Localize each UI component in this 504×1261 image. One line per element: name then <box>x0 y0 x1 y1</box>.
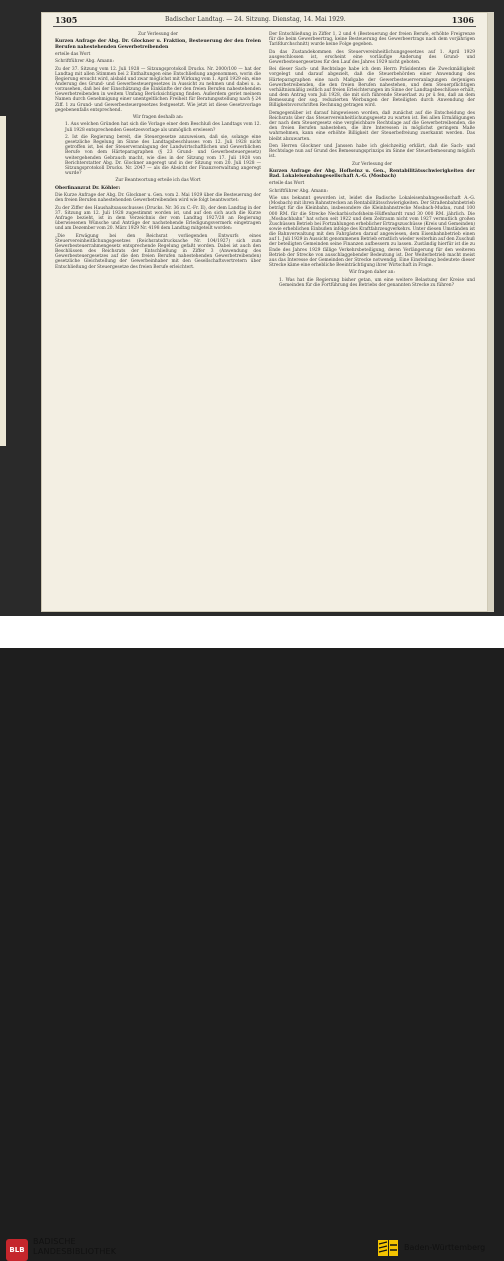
right-column <box>269 32 475 290</box>
right-column-paragraph: Der Entschließung in Ziffer 1, 2 und 4 (Besteuerung der freien Berufe, erhöhte Freigrenze für die beim Gewerbeertrag, keine Besteuerung des Gewerbeertrags nach dem vorjährigen Tarifdurchschnitt) wurde keine Folge gegeben. <box>269 32 475 48</box>
library-name[interactable] <box>33 1237 116 1257</box>
right-column-paragraph: Wie uns bekannt geworden ist, leidet die Badische Lokaleisenbahngesellschaft A.-G. (Mosbach) mit ihren Bahnstrecken an Rentabilitätsschwierigkeiten. Der Straßenbahnbetrieb beträgt für die Kleinbahn, insbesondere die Kleinbahnstrecke Mosbach-Mudau, rund 100 000 RM. für die Strecke Neckarbischofsheim-Hüffenhardt rund 30 000 RM. jährlich. Die „Mosbachbahn“ hat schon seit 1922 und dem Zeitraum nicht vom 1927 vermutlich großen Zuschüssen Betrieb bei Fortzahlungen erheblicher Ertragszuschüsse (Kreis und Gemeinden) sowie erheblichen Einbußen infolge des Kraftfahrzeugverkehrs. Unter diesen Umständen ist die Bahnverwaltung mit den Fahrgästen darauf angewiesen, dem Eisenbahnbetrieb einen auf 1. Juli 1929 in Aussicht genommenen Betrieb ernstlich wieder weiterhin auf den Zuschuß der beteiligten Gemeinden seine Finanzen aufbessern zu lassen. Zuständig hierfür ist die zu Ende des Jahres 1929 fällige Verkehrsbeteiligung, deren Verlängerung für den weiteren Betrieb der Strecke von ausschlaggebender Bedeutung ist. Der Weiterbetrieb macht meist aus das Interesse der Gemeinden der Strecke notwendig. Eine Einstellung bedeutete dieser Strecke käme eine erhebliche Beeinträchtigung ihrer Wirtschaft in Frage. <box>269 196 475 269</box>
right-column-paragraph: Da das Zustandekommen des Steuervereinheitlichungsgesetzes auf 1. April 1929 ausgeschlossen ist, erscheint eine vorläufige Änderung des Grund- und Gewerbesteuergesetzes für den Lauf des Jahres 1929 nicht geboten. <box>269 49 475 65</box>
state-name[interactable]: Baden-Württemberg <box>404 1243 486 1252</box>
library-name-line2: LANDESBIBLIOTHEK <box>33 1247 117 1256</box>
left-column-paragraph: Schriftführer Abg. Amann: <box>55 59 114 65</box>
left-column-paragraph: Zur Beantwortung erteile ich das Wort <box>115 178 201 184</box>
right-column-paragraph: Bei dieser Sach- und Rechtslage habe ich dem Herrn Präsidenten die Zweckmäßigkeit vorgelegt und darauf abgezielt, daß die Steuerbehörden einer Anwendung des Härteparagraphen eine nach Maßgabe der Gewerbesteuerveranlagungen derjenigen Gewerbetreibenden, die den freien Berufen nahestehen, und dem Steuerpflichtigen verhältnismäßig zeitlich auf freien Erleichterungen im Sinne der Landtagsbeschlüsse erhält, und dem Antrag vom Juli 1928, die mit sich führende Steuerlast zu pr ü fen, daß an dem Bemessung der sog. reduzierten Werbungen der Beteiligten durch Anwendung der Billigkeitsvorschriften Rechnung getragen wird. <box>269 67 475 109</box>
right-column-paragraph: Schriftführer Abg. Amann: <box>269 188 328 194</box>
right-column-paragraph: 1. Was hat die Regierung bisher getan, um eine weitere Belastung der Kreise und Gemeinden für die Fortführung des Betriebs der genannten Strecke zu führen? <box>279 277 475 288</box>
left-column-paragraph: Zu der Ziffer des Haushaltsausschusses (Drucks. Nr. 36 zu C.-Fr. II), der dem Landtag in der 37. Sitzung am 12. Juli 1928 zugestimmt worden ist, und auf den sich auch die Kurze Anfrage bezieht, ist in dem Verzeichnis der vom Landtag 1927/28 an Regierung überwiesenen Wünsche und Anträge der nachstehende Erledigungsvermerk eingetragen und am Dezember vom 20. März 1929 Nr. 4198 dem Landtag mitgeteilt worden: <box>55 205 261 232</box>
document-page <box>41 12 488 612</box>
right-column-paragraph: Wir fragen daher an: <box>349 270 395 276</box>
right-column-paragraph: Den Herren Glockner und Janssen habe ich gleichzeitig erklärt, daß die Sach- und Rechtslage nun auf Grund des Bemessungsprinzips im Sinne der Steuerbemessung möglich ist. <box>269 143 475 160</box>
left-column-paragraph: 2. Ist die Regierung bereit, die Steuergesetze anzuweisen, daß sie, solange eine gesetzliche Regelung im Sinne des Landtagsbeschlusses vom 12. Juli 1928 nicht getroffen ist, bei der Steuerveranlagung der Landwirtschaftlichen und Gewerblichen Berufe von dem Härteparagraphen (§ 23 Grund- und Gewerbesteuergesetz) weitergehenden Gebrauch macht, wie dies in der Sitzung vom 17. Juli 1928 von Berichterstatter Abg. Dr. Glockner angeregt und in der Sitzung vom 20. Juli 1928 — Sitzungsprotokoll Drucks. Nr. 2047 — als die Absicht der Finanzverwaltung angeregt wurde? <box>65 134 261 177</box>
page-edge <box>488 12 494 612</box>
left-column <box>55 32 261 272</box>
left-column-paragraph: Oberfinanzrat Dr. Köhler: <box>55 185 121 191</box>
scan-edge-strip <box>0 116 6 446</box>
right-column-paragraph: erteile das Wort <box>269 181 305 187</box>
left-column-paragraph: 1. Aus welchen Gründen hat sich die Vorlage einer dem Beschluß des Landtags vom 12. Juli 1928 entsprechenden Gesetzesvorlage als unmöglich erwiesen? <box>65 122 261 133</box>
blb-logo-icon[interactable]: BLB <box>6 1239 28 1261</box>
left-column-paragraph: Wir fragen deshalb an: <box>132 115 184 121</box>
left-column-paragraph: erteile das Wort <box>55 51 91 57</box>
baden-wuerttemberg-coat-of-arms-icon <box>376 1238 400 1258</box>
left-column-paragraph: Zu der 37. Sitzung vom 12. Juli 1928 — Sitzungsprotokoll Drucks. Nr. 2000/100 — hat der Landtag mit allen Stimmen bei 2 Enthaltungen eine Entschließung angenommen, worin die Regierung ersucht wird, alsbald und zwar möglichst mit Wirkung vom 1. April 1929 ein, eine Änderung des Grund- und Gewerbesteuergesetzes in Aussicht zu nehmen und dabei u. a. vorzusehen, daß bei der Einschätzung die Einkünfte der den freien Berufen nahestehenden Gewerbetreibenden in weitem Umfang Berücksichtigung finden. Außerdem geriet meinem Namen durch Genehmigung einer unentgeltlichen Freiheit für Beratungsstellung nach § 24 Ziff. 1 zu Grund- und Gewerbesteuergesetzes festgesetzt. Wie jetzt ist diese Gesetzvorlage gegebenenfalls entsprechend. <box>55 66 261 113</box>
document-viewer <box>0 0 504 616</box>
right-column-paragraph: Zur Verlesung der <box>351 161 393 167</box>
library-name-line1: BADISCHE <box>33 1237 76 1246</box>
page-number-right: 1306 <box>451 15 474 25</box>
left-column-paragraph: „Die Erwägung bei den Reichsrat vorliegenden Entwurfs eines Steuervereinheitlichungsgesetzes (Reichsratsdrucksache Nr. 104/1927) sich zum Gewerbesteuerrahmengesetz entsprechende Regelung gefaßt worden. Dabei ist auch den Beschlüssen des Reichsrats der Entschließung in Ziffer 3 (Anwendung des Gewerbesteuergesetzes auf die den freien Berufen nahestehenden Gewerbetreibenden) gesetzliche Gleichstellung der Gewerbeinhaber mit den Gesellschaftsvertretern über Entschließung der Steuergesetze des freien Berufe erleichtert. <box>55 233 261 270</box>
header-rule <box>53 26 476 27</box>
left-column-paragraph: Zur Verlesung der <box>137 32 179 37</box>
running-title: Badischer Landtag. — 24. Sitzung. Dienstag, 14. Mai 1929. <box>165 16 346 23</box>
left-column-paragraph: Die Kurze Anfrage der Abg. Dr. Glockner u. Gen. vom 2. Mai 1929 über die Besteuerung der den freien Berufen nahestehenden Gewerbetreibenden wird wie folgt beantwortet: <box>55 193 261 204</box>
footer-bar <box>0 616 504 1256</box>
page-number-left: 1305 <box>55 15 78 25</box>
right-column-paragraph: Kurzen Anfrage der Abg. Hofheinz u. Gen., Rentabilitätsschwierigkeiten der Bad. Lokaleisenbahngesellschaft A.-G. (Mosbach) <box>269 168 475 180</box>
left-column-paragraph: Kurzen Anfrage der Abg. Dr. Glockner u. Fraktion, Besteuerung der den freien Berufen nahestehenden Gewerbetreibenden <box>55 39 261 50</box>
right-column-paragraph: Demgegenüber ist darauf hingewiesen worden, daß zunächst auf die Entscheidung des Reichsrats über das Steuervereinheitlichungsgesetz zu warten ist. Bei allen Ermäßigungen der nach dem Steuergesetz eine vergleichbare Rechtslage auf die Gewerbetreibenden, die den freien Berufen nahestehen, die ihre Interessen in möglichst geringem Maße wahrnehmen, kann eine erhöhte Billigkeit der Steuerbefreiung zuerkannt werden. Das bleibt abzuwarten. <box>269 110 475 142</box>
